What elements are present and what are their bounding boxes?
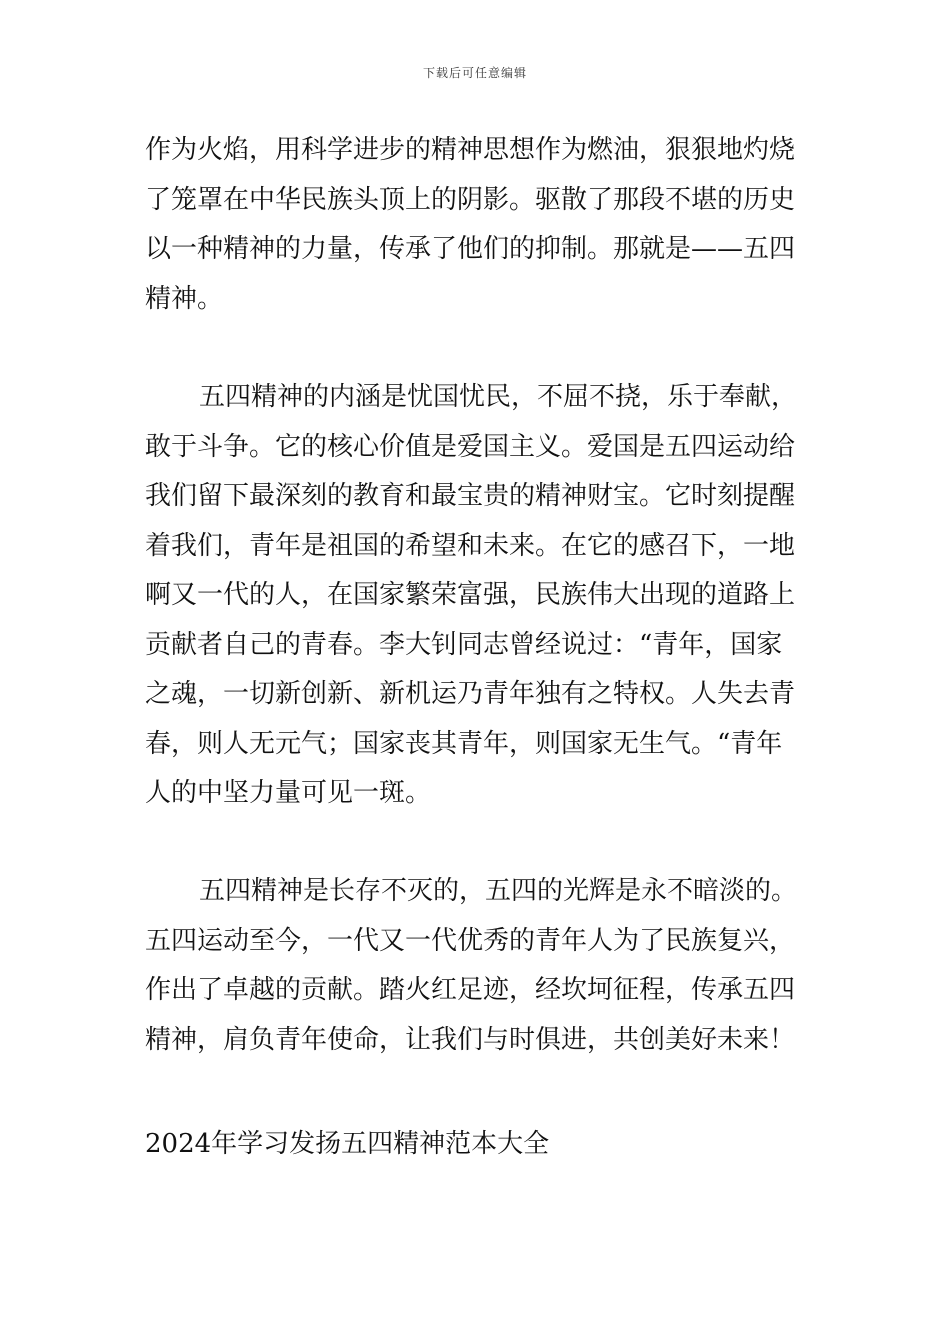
paragraph-line: 精神，肩负青年使命，让我们与时俱进，共创美好未来！	[145, 1024, 796, 1055]
paragraph-line: 作为火焰，用科学进步的精神思想作为燃油，狠狠地灼烧	[145, 135, 796, 165]
paragraph-line: 了笼罩在中华民族头顶上的阴影。驱散了那段不堪的历史	[145, 184, 796, 215]
paragraph-line: 敢于斗争。它的核心价值是爱国主义。爱国是五四运动给	[145, 431, 796, 462]
paragraph-line: 以一种精神的力量，传承了他们的抑制。那就是——五四	[145, 234, 796, 264]
paragraph-line: 作出了卓越的贡献。踏火红足迹，经坎坷征程，传承五四	[145, 975, 796, 1005]
paragraph-line: 五四运动至今，一代又一代优秀的青年人为了民族复兴，	[145, 925, 796, 956]
paragraph-line: 精神。	[145, 283, 224, 314]
paragraph-line: 人的中坚力量可见一斑。	[145, 778, 432, 808]
paragraph-line: 春，则人无元气；国家丧其青年，则国家无生气。“青年	[145, 728, 783, 759]
section-title: 2024年学习发扬五四精神范本大全	[145, 1129, 550, 1159]
paragraph-line: 五四精神是长存不灭的，五四的光辉是永不暗淡的。	[199, 876, 798, 906]
header-note: 下载后可任意编辑	[422, 66, 527, 80]
paragraph-1	[145, 126, 810, 324]
paragraph-line: 之魂，一切新创新、新机运乃青年独有之特权。人失去青	[145, 679, 796, 709]
paragraph-line: 啊又一代的人，在国家繁荣富强，民族伟大出现的道路上	[145, 580, 796, 610]
paragraph-line: 贡献者自己的青春。李大钊同志曾经说过：“青年，国家	[145, 629, 783, 660]
paragraph-line: 五四精神的内涵是忧国忧民，不屈不挠，乐于奉献，	[199, 382, 798, 412]
paragraph-line: 着我们，青年是祖国的希望和未来。在它的感召下，一地	[145, 530, 796, 561]
paragraph-line: 我们留下最深刻的教育和最宝贵的精神财宝。它时刻提醒	[145, 481, 796, 511]
paragraph-2	[145, 373, 810, 819]
paragraph-3	[145, 867, 810, 1065]
